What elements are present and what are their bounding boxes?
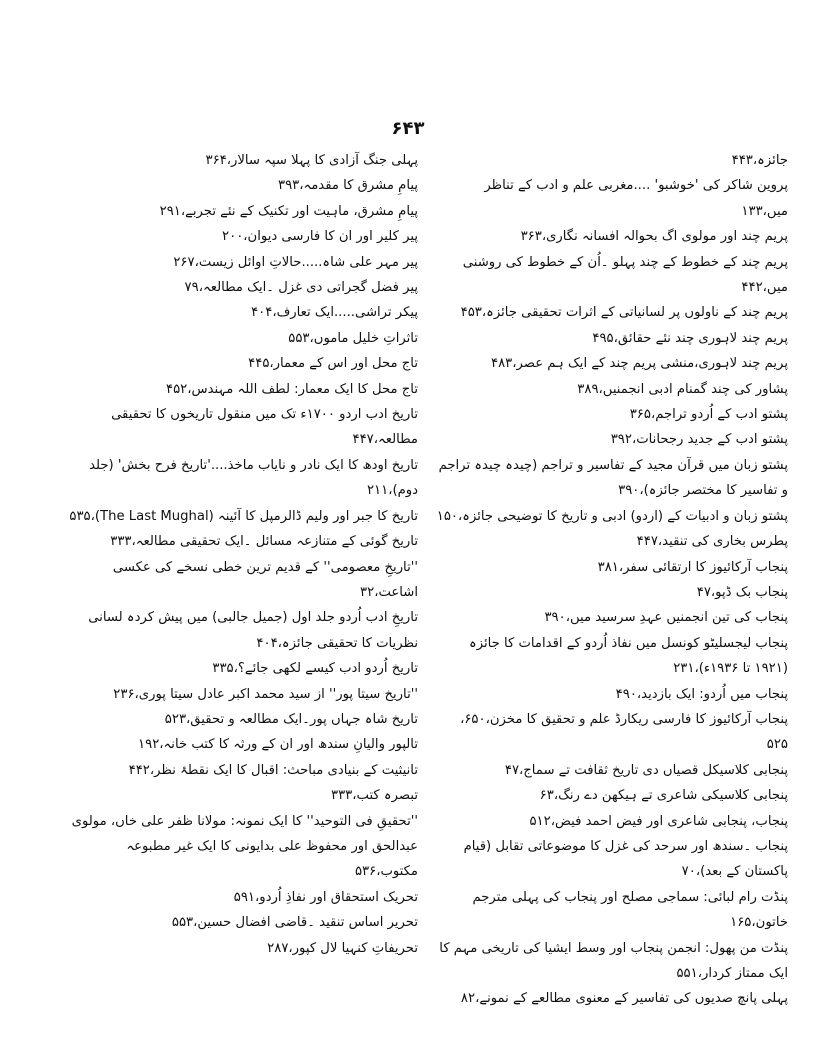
index-entry: ''تحقیقِ فی التوحید'' کا ایک نمونہ: مولانا ظفر علی خاں، مولوی عبدالحق اور محفوظ علی بدایونی کا ایک غیر مطبوعہ مکتوب،۵۳۶ <box>71 813 418 880</box>
index-entry: تانیثیت کے بنیادی مباحث: اقبال کا ایک نقطۂ نظر،۴۴۲ <box>128 762 418 778</box>
index-entry: تحریفاتِ کنہیا لال کپور،۲۸۷ <box>267 940 418 956</box>
index-entry: تاریخ گوئی کے متنازعہ مسائل ۔ایک تحقیقی مطالعہ،۳۳۳ <box>110 534 418 550</box>
index-entry: پنڈت من پھول: انجمن پنجاب اور وسط ایشیا کی تاریخی مہم کا ایک ممتاز کردار،۵۵۱ <box>439 940 788 981</box>
index-entry: پنجاب میں اُردو: ایک بازدید،۴۹۰ <box>615 686 788 702</box>
index-entry: پشتو ادب کے اُردو تراجم،۳۶۵ <box>629 407 788 423</box>
index-entry: پیامِ مشرق، ماہیت اور تکنیک کے نئے تجربے،۲۹۱ <box>159 203 418 219</box>
index-entry: پیر فضل گجراتی دی غزل ۔ایک مطالعہ،۷۹ <box>184 280 418 296</box>
index-entry: پہلی جنگ آزادی کا پہلا سپہ سالار،۳۶۴ <box>205 153 418 168</box>
index-entry: پنڈت رام لبائی: سماجی مصلح اور پنجاب کی پہلی مترجم خاتون،۱۶۵ <box>472 889 788 931</box>
index-entry: تاج محل اور اس کے معمار،۴۴۵ <box>248 356 418 372</box>
index-entry: ''تاریخ سیتا پور'' از سید محمد اکبر عادل سیتا پوری،۲۳۶ <box>113 686 418 702</box>
index-entry: تاریخِ ادب اُردو جلد اول (جمیل جالبی) میں پیش کردہ لسانی نظریات کا تحقیقی جائزہ،۴۰۴ <box>88 610 418 651</box>
index-entry: پشتو زبان و ادبیات کے (اردو) ادبی و تاریخ کا توضیحی جائزہ،۱۵۰ <box>436 508 788 524</box>
index-entry: پنجاب لیجسلیٹو کونسل میں نفاذ اُردو کے اقدامات کا جائزہ (۱۹۲۱ تا ۱۹۳۶ء)،۲۳۱ <box>468 635 788 677</box>
index-entry: پنجابی کلاسیکی شاعری تے ہیکھن دے رنگ،۶۳ <box>539 788 788 804</box>
index-entry: پشاور کی چند گمنام ادبی انجمنیں،۳۸۹ <box>577 381 788 397</box>
index-entry: پنجابی کلاسیکل قصیاں دی تاریخ ثقافت تے سماج،۴۷ <box>504 762 788 778</box>
index-entry: تاج محل کا ایک معمار: لطف اللہ مہندس،۴۵۲ <box>166 381 418 397</box>
index-entry: پیامِ مشرق کا مقدمہ،۳۹۳ <box>278 178 418 194</box>
index-entry: ''تاریخِ معصومی'' کے قدیم ترین خطی نسخے کی عکسی اشاعت،۳۲ <box>112 559 418 600</box>
index-entry: پریم چند لاہوری چند نئے حقائق،۴۹۵ <box>592 330 788 346</box>
index-column-left <box>66 148 418 961</box>
index-entry: پروین شاکر کی 'خوشبو' ....مغربی علم و ادب کے تناظر میں،۱۳۳ <box>484 178 788 219</box>
index-entry: تبصرہ کتب،۳۳۳ <box>331 788 418 804</box>
index-entry: پنجاب آرکائیوز کا ارتقائی سفر،۳۸۱ <box>597 559 788 575</box>
index-entry: جائزہ،۴۴۳ <box>731 153 788 168</box>
index-entry: تاریخ ادب اردو ۱۷۰۰ء تک میں منقول تاریخوں کا تحقیقی مطالعہ،۴۴۷ <box>111 407 418 448</box>
index-entry: تاریخ اُردو ادب کیسے لکھی جائے؟،۳۳۵ <box>212 661 418 677</box>
index-entry: پنجاب کی تین انجمنیں عہدِ سرسید میں،۳۹۰ <box>544 610 788 626</box>
index-entry: پریم چند اور مولوی اگ بحوالہ افسانہ نگاری،۳۶۳ <box>520 229 788 245</box>
index-entry: پشتو زبان میں قرآن مجید کے تفاسیر و تراجم (چیدہ چیدہ تراجم و تفاسیر کا مختصر جائزہ)،۳۹۰ <box>438 457 788 499</box>
index-entry: پطرس بخاری کی تنقید،۴۴۷ <box>636 534 788 550</box>
index-entry: تحریک استحقاق اور نفاذِ اُردو،۵۹۱ <box>233 889 418 905</box>
index-entry: پریم چند لاہوری،منشی پریم چند کے ایک ہم عصر،۴۸۳ <box>491 356 788 372</box>
index-entry: پیکر تراشی.....ایک تعارف،۴۰۴ <box>251 305 418 321</box>
index-column-right <box>436 148 788 1012</box>
index-entry: پنجاب بک ڈپو،۴۷ <box>696 584 788 600</box>
index-entry: پریم چند کے خطوط کے چند پہلو ۔اُن کے خطوط کی روشنی میں،۴۴۲ <box>462 254 788 296</box>
page-number: ۶۴۳ <box>391 118 425 139</box>
index-entry: تاریخ کا جبر اور ولیم ڈالرمپل کا آئینہ (The Last Mughal)،۵۳۵ <box>69 508 418 524</box>
index-entry: تاریخ شاہ جہاں پور۔ایک مطالعہ و تحقیق،۵۲۳ <box>164 711 418 727</box>
index-entry: پیر مہر علی شاہ.....حالاتِ اوائل زیست،۲۶۷ <box>173 254 418 270</box>
index-entry: پنجاب، پنجابی شاعری اور فیض احمد فیض،۵۱۲ <box>529 813 788 829</box>
index-entry: تاثراتِ خلیل ماموں،۵۵۳ <box>288 330 418 346</box>
index-entry: پہلی پانچ صدیوں کی تفاسیر کے معنوی مطالعے کے نمونے،۸۲ <box>460 991 788 1007</box>
index-entry: پشتو ادب کے جدید رجحانات،۳۹۲ <box>610 432 788 448</box>
index-entry: پریم چند کے ناولوں پر لسانیاتی کے اثرات تحقیقی جائزہ،۴۵۳ <box>460 305 788 321</box>
index-entry: تالپور والیانِ سندھ اور ان کے ورثہ کا کتب خانہ،۱۹۲ <box>138 737 418 753</box>
index-entry: پیر کلیر اور ان کا فارسی دیوان،۲۰۰ <box>222 229 418 245</box>
index-entry: تاریخ اودھ کا ایک نادر و نایاب ماخذ....'تاریخ فرح بخش' (جلد دوم)،۲۱۱ <box>89 457 418 499</box>
index-entry: پنجاب آرکائیوز کا فارسی ریکارڈ علم و تحقیق کا مخزن،۶۵۰، ۵۲۵ <box>460 711 788 753</box>
index-entry: تحریر اساس تنقید ۔قاضی افضال حسین،۵۵۳ <box>171 915 418 931</box>
index-entry: پنجاب ۔سندھ اور سرحد کی غزل کا موضوعاتی تقابل (قیام پاکستان کے بعد)،۷۰ <box>463 838 788 880</box>
